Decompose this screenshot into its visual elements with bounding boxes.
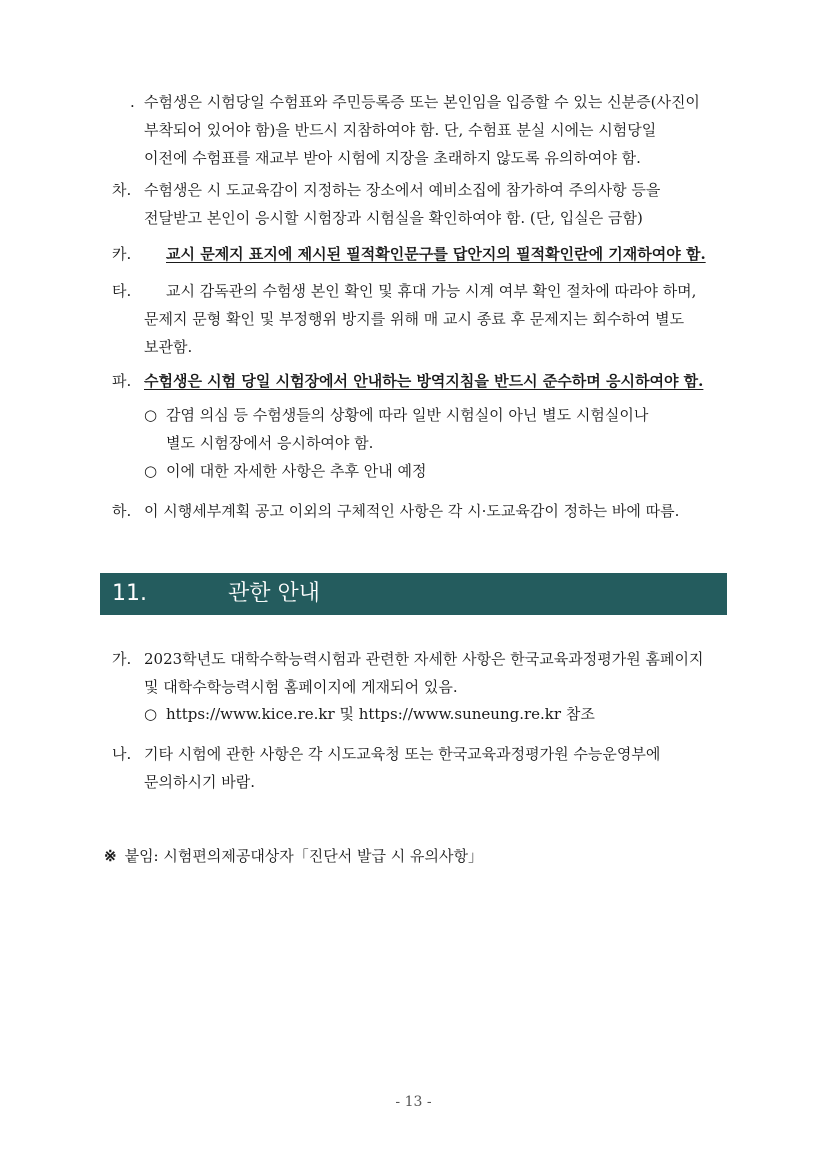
list-item-ta [112, 277, 728, 361]
item-line: 및 대학수학능력시험 홈페이지에 게재되어 있음. [144, 678, 458, 696]
page-number: - 13 - [395, 1094, 432, 1110]
item-line: 기타 시험에 관한 사항은 각 시도교육청 또는 한국교육과정평가원 수능운영부에 [144, 745, 661, 763]
section-title: 관한 안내 [228, 581, 321, 606]
attachment-text: 붙임: 시험편의제공대상자「진단서 발급 시 유의사항」 [124, 847, 483, 865]
item-marker: 하. [112, 502, 132, 520]
item-line: 교시 감독관의 수험생 본인 확인 및 휴대 가능 시계 여부 확인 절차에 따라야 하며, [166, 282, 697, 300]
item-marker: 차. [112, 181, 132, 199]
attachment-note [104, 842, 483, 870]
list-item-id-card [112, 88, 728, 172]
item-body [144, 740, 728, 796]
section-item-ga [112, 645, 728, 701]
item-line: 수험생은 시험당일 수험표와 주민등록증 또는 본인임을 입증할 수 있는 신분증(사진이 [144, 93, 700, 111]
item-marker: 가. [112, 650, 132, 668]
sub-item-details-later [144, 457, 728, 485]
item-body [144, 88, 728, 172]
list-item-cha [112, 176, 728, 232]
item-line: 문제지 문형 확인 및 부정행위 방지를 위해 매 교시 종료 후 문제지는 회수하여 별도 [144, 310, 685, 328]
sub-item-infection [144, 401, 728, 457]
item-text: 수험생은 시험 당일 시험장에서 안내하는 방역지침을 반드시 준수하며 응시하여야 함. [144, 372, 704, 390]
item-body [144, 645, 728, 701]
item-line: 전달받고 본인이 응시할 시험장과 시험실을 확인하여야 함. (단, 입실은 금함) [144, 209, 643, 227]
item-body [144, 367, 728, 395]
item-body [144, 277, 728, 361]
item-marker: 나. [112, 745, 132, 763]
sub-item-body [166, 457, 728, 485]
sub-item-line: 감염 의심 등 수험생들의 상황에 따라 일반 시험실이 아닌 별도 시험실이나 [166, 406, 649, 424]
bullet-circle-icon: ○ [144, 462, 158, 480]
sub-item-line: 이에 대한 자세한 사항은 추후 안내 예정 [166, 462, 427, 480]
section-header-11 [100, 573, 727, 615]
list-item-pa [112, 367, 728, 395]
item-line: 2023학년도 대학수학능력시험과 관련한 자세한 사항은 한국교육과정평가원 홈페이지 [144, 650, 704, 668]
section-item-na [112, 740, 728, 796]
sub-item-body [166, 700, 728, 728]
item-line: 이전에 수험표를 재교부 받아 시험에 지장을 초래하지 않도록 유의하여야 함. [144, 149, 641, 167]
item-marker: 카. [112, 245, 132, 263]
item-text: 이 시행세부계획 공고 이외의 구체적인 사항은 각 시·도교육감이 정하는 바에 따름. [144, 502, 680, 520]
bullet-circle-icon: ○ [144, 705, 158, 723]
item-line: 수험생은 시 도교육감이 지정하는 장소에서 예비소집에 참가하여 주의사항 등을 [144, 181, 661, 199]
reference-mark-icon: ※ [104, 847, 117, 865]
item-body [144, 240, 728, 268]
section-number: 11. [112, 581, 147, 606]
bullet-circle-icon: ○ [144, 406, 158, 424]
url-reference-text: https://www.kice.re.kr 및 https://www.suneung.re.kr 참조 [166, 705, 595, 723]
item-line: 보관함. [144, 338, 193, 356]
item-body [144, 176, 728, 232]
sub-item-line: 별도 시험장에서 응시하여야 함. [166, 434, 374, 452]
list-item-ka [112, 240, 728, 268]
list-item-ha [112, 497, 728, 525]
item-marker: 파. [112, 372, 132, 390]
item-body [144, 497, 728, 525]
sub-item-body [166, 401, 728, 457]
item-line: 문의하시기 바람. [144, 773, 255, 791]
item-line: 부착되어 있어야 함)을 반드시 지참하여야 함. 단, 수험표 분실 시에는 시험당일 [144, 121, 657, 139]
item-text: 교시 문제지 표지에 제시된 필적확인문구를 답안지의 필적확인란에 기재하여야 함. [166, 245, 706, 263]
item-marker: . [130, 93, 135, 111]
sub-item-urls [144, 700, 728, 728]
item-marker: 타. [112, 282, 132, 300]
